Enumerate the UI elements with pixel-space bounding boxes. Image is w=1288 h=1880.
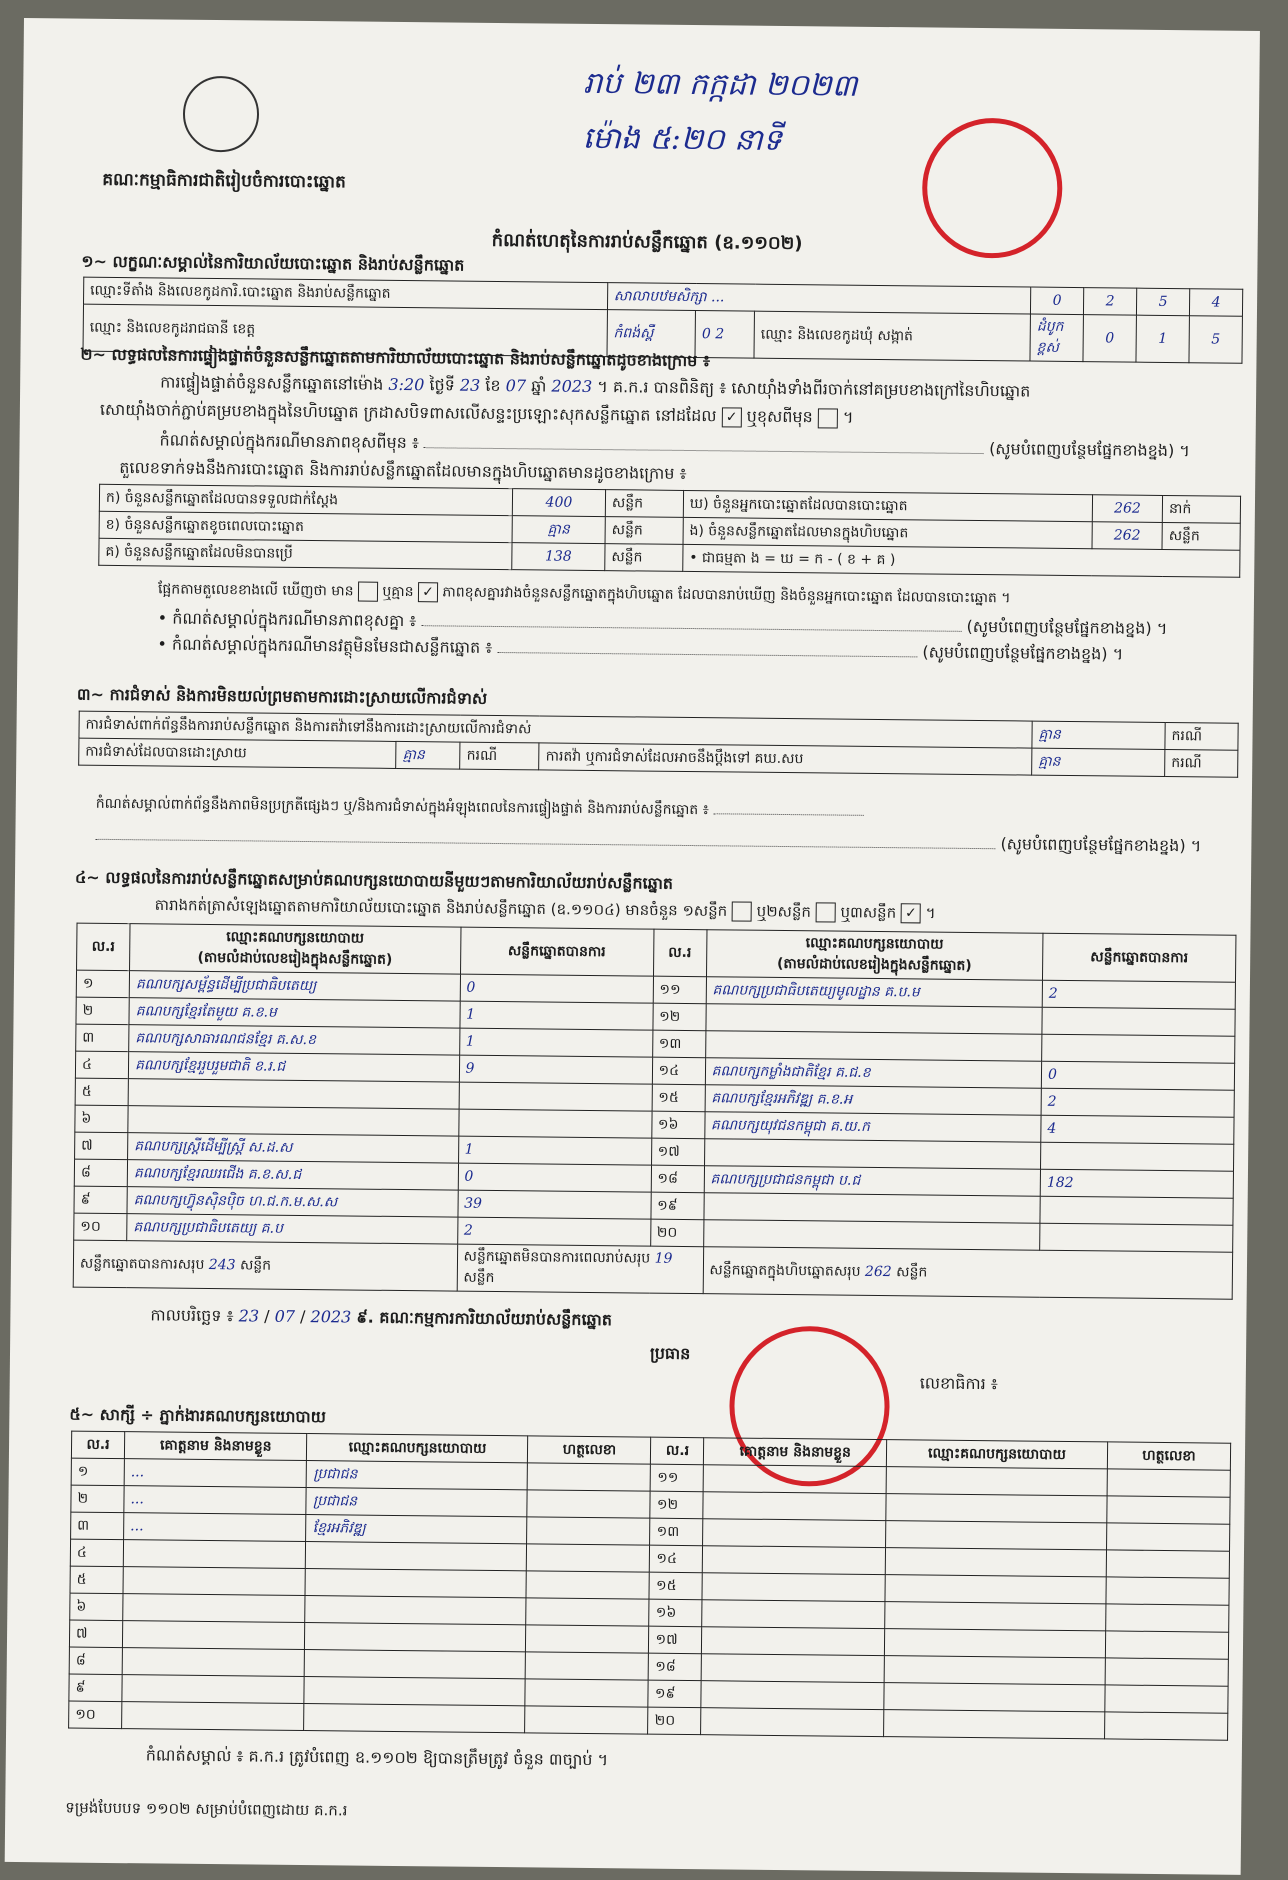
- s1-code: 4: [1189, 289, 1242, 317]
- witness-no: ៥: [70, 1566, 123, 1594]
- s4-intro: តារាងកត់ត្រាសំឡេងឆ្នោតតាមការិយាល័យបោះឆ្នោត និងរាប់សន្លឹកឆ្នោត (ឧ.១១០៤) មានចំនួន ១សន្លឹក ឬ២សន្លឹក ឬ៣សន្លឹក ✓ ។: [154, 895, 936, 923]
- witness-name: [122, 1648, 305, 1677]
- s1-province-code: 0 2: [695, 311, 754, 359]
- s3-row1-value: គ្មាន: [1032, 721, 1165, 749]
- witness-signature: [527, 1544, 650, 1572]
- witness-signature: [525, 1706, 648, 1734]
- party-votes: [1042, 1007, 1235, 1036]
- witness-name: [702, 1600, 885, 1629]
- witness-name: ...: [124, 1486, 307, 1515]
- form-footer: ទម្រង់បែបបទ ១១០២ សម្រាប់បំពេញដោយ គ.ក.រ: [65, 1798, 348, 1820]
- party-name: [705, 1004, 1042, 1035]
- party-votes: 4: [1041, 1115, 1234, 1144]
- witness-party: [305, 1650, 526, 1679]
- red-stamp-top: [922, 117, 1063, 258]
- party-name: គណបក្សសម្ព័ន្ធដើម្បីប្រជាធិបតេយ្យ: [129, 971, 460, 1001]
- s5-note: កំណត់សម្គាល់ ៖ គ.ក.រ ត្រូវបំពេញ ឧ.១១០២ ឱ្យបានត្រឹមត្រូវ ចំនួន ៣ច្បាប់ ។: [145, 1745, 609, 1770]
- s3-row1-label: ការជំទាស់ពាក់ព័ន្ធនឹងការរាប់សន្លឹកឆ្នោត និងការតវ៉ាទៅនឹងការដោះស្រាយលើការជំទាស់: [79, 711, 1032, 748]
- col-party: ឈ្មោះគណបក្សនយោបាយ (តាមលំដាប់លេខរៀងក្នុងសន្លឹកឆ្នោត): [706, 930, 1043, 981]
- party-no: ១៩: [650, 1192, 703, 1220]
- witness-no: ៣: [71, 1512, 124, 1540]
- s3-unit: ករណី: [1165, 722, 1238, 750]
- witness-party: [886, 1494, 1107, 1523]
- witness-no: ១៩: [648, 1680, 701, 1708]
- witness-party: ប្រជាជន: [306, 1488, 527, 1517]
- party-no: ៦: [75, 1105, 128, 1133]
- s1-province-value: កំពង់ស្ពឺ: [607, 310, 696, 358]
- party-name: គណបក្សប្រជាជនកម្ពុជា ប.ជ: [704, 1166, 1041, 1197]
- s2-month: 07: [505, 376, 527, 396]
- party-no: ៨: [74, 1159, 127, 1187]
- witness-signature: [525, 1679, 648, 1707]
- national-emblem-icon: [183, 76, 260, 153]
- witness-signature: [1105, 1685, 1228, 1713]
- witness-party: ប្រជាជន: [307, 1461, 528, 1490]
- witness-no: ៦: [70, 1593, 123, 1621]
- witness-name: [703, 1519, 886, 1548]
- witness-no: ៩: [69, 1674, 122, 1702]
- witness-name: [123, 1594, 306, 1623]
- witness-name: [702, 1654, 885, 1683]
- w-col-name: គោត្តនាម និងនាមខ្លួន: [704, 1438, 887, 1467]
- witness-no: ១១: [651, 1464, 704, 1492]
- section4-title: ៤~ លទ្ធផលនៃការរាប់សន្លឹកឆ្នោតសម្រាប់គណបក្សនយោបាយនីមួយៗតាមការិយាល័យរាប់សន្លឹកឆ្នោត: [74, 867, 674, 893]
- party-no: ១: [76, 970, 129, 998]
- party-no: ១៧: [651, 1138, 704, 1166]
- party-no: ១២: [652, 1003, 705, 1031]
- one-sheet-checkbox[interactable]: [732, 901, 752, 921]
- witness-no: ១៥: [649, 1572, 702, 1600]
- s4-date: កាលបរិច្ឆេទ ៖ 23 / 07 / 2023 ៩. គណៈកម្មការការិយាល័យរាប់សន្លឹកឆ្នោត: [150, 1305, 613, 1330]
- section2-title: ២~ លទ្ធផលនៃការផ្ទៀងផ្ទាត់ចំនួនសន្លឹកឆ្នោតតាមការិយាល័យបោះឆ្នោត និងរាប់សន្លឹកឆ្នោតដូចខាងក្រោម ៖: [80, 344, 711, 371]
- total-valid: សន្លឹកឆ្នោតបានការសរុប 243 សន្លឹក: [73, 1240, 457, 1291]
- secretary-label: លេខាធិការ ៖: [919, 1373, 998, 1394]
- w-col-sign: ហត្ថលេខា: [528, 1436, 651, 1464]
- has-difference-checkbox[interactable]: [358, 582, 378, 602]
- col-no: ល.រ: [77, 923, 130, 971]
- party-no: ៩: [74, 1186, 127, 1214]
- witness-party: [304, 1677, 525, 1706]
- witness-name: [123, 1567, 306, 1596]
- witness-party: [884, 1629, 1105, 1658]
- witness-signature: [1105, 1658, 1228, 1686]
- party-name: គណបក្សស្ត្រីដើម្បីស្ត្រី ស.ដ.ស: [128, 1133, 459, 1163]
- party-votes: 2: [1041, 1088, 1234, 1117]
- witness-name: [703, 1492, 886, 1521]
- witness-signature: [526, 1598, 649, 1626]
- party-no: ៧: [75, 1132, 128, 1160]
- party-no: ២០: [650, 1219, 703, 1247]
- witness-party: [885, 1521, 1106, 1550]
- s2-numbers-intro: តួលេខទាក់ទងនឹងការបោះឆ្នោត និងការរាប់សន្លឹកឆ្នោតដែលមានក្នុងហិបឆ្នោតមានដូចខាងក្រោម ៖: [119, 458, 687, 483]
- witness-no: ៧: [69, 1620, 122, 1648]
- party-votes: 1: [458, 1136, 651, 1165]
- witness-signature: [1107, 1496, 1230, 1524]
- party-name: [128, 1106, 459, 1136]
- party-no: ១១: [653, 976, 706, 1004]
- witness-signature: [1107, 1523, 1230, 1551]
- party-votes: [459, 1082, 652, 1111]
- witness-party: [305, 1623, 526, 1652]
- s1-code: 5: [1136, 288, 1189, 316]
- party-votes: 0: [458, 1163, 651, 1192]
- witness-party: [886, 1467, 1107, 1496]
- s2-row-value: គ្មាន: [512, 516, 605, 544]
- witness-no: ១៨: [649, 1653, 702, 1681]
- s2-row-label: ឃ) ចំនួនអ្នកបោះឆ្នោតដែលបានបោះឆ្នោត: [683, 490, 1092, 521]
- witness-name: [122, 1621, 305, 1650]
- party-no: ១៦: [651, 1111, 704, 1139]
- col-no: ល.រ: [653, 929, 706, 977]
- party-votes: 182: [1040, 1169, 1233, 1198]
- party-name: គណបក្សកម្លាំងជាតិខ្មែរ គ.ជ.ខ: [705, 1058, 1042, 1089]
- section5-title: ៥~ សាក្សី ÷ ភ្នាក់ងារគណបក្សនយោបាយ: [69, 1404, 327, 1427]
- s2-year: 2023: [551, 376, 593, 396]
- s2-row-value: 262: [1092, 495, 1162, 523]
- witness-name: [701, 1681, 884, 1710]
- witness-party: [885, 1548, 1106, 1577]
- party-results-table: [73, 923, 1237, 1300]
- witness-name: [702, 1573, 885, 1602]
- witness-name: [122, 1702, 305, 1731]
- s2-row-unit: សន្លឹក: [605, 544, 683, 572]
- s2-note-diff: កំណត់សម្គាល់ក្នុងករណីមានភាពខុសពីមុន ៖ (សូមបំពេញបន្ថែមផ្នែកខាងខ្នង) ។: [159, 430, 1190, 461]
- s1-row1-label: ឈ្មោះទីតាំង និងលេខកូដការិ.បោះឆ្នោត និងរាប់សន្លឹកឆ្នោត: [84, 277, 608, 309]
- witness-signature: [526, 1625, 649, 1653]
- party-votes: [1040, 1196, 1233, 1225]
- witness-signature: [1106, 1550, 1229, 1578]
- witness-party: [305, 1596, 526, 1625]
- s2-bullet2: • កំណត់សម្គាល់ក្នុងករណីមានវត្ថុមិនមែនជាសន្លឹកឆ្នោត ៖ (សូមបំពេញបន្ថែមផ្នែកខាងខ្នង) ។: [157, 634, 1124, 664]
- section3-title: ៣~ ការជំទាស់ និងការមិនយល់ព្រមតាមការដោះស្រាយលើការជំទាស់: [76, 684, 488, 708]
- col-party: ឈ្មោះគណបក្សនយោបាយ (តាមលំដាប់លេខរៀងក្នុងសន្លឹកឆ្នោត): [130, 924, 461, 974]
- s3-unit: ករណី: [460, 742, 539, 770]
- witness-signature: [527, 1517, 650, 1545]
- party-votes: 0: [460, 974, 653, 1003]
- witness-no: ១០: [69, 1701, 122, 1729]
- party-votes: 1: [459, 1001, 652, 1030]
- party-votes: [1040, 1223, 1233, 1252]
- s1-code: 1: [1136, 315, 1189, 363]
- witness-name: ...: [124, 1459, 307, 1488]
- s2-row-value: 400: [512, 489, 605, 517]
- s2-row-label: គ) ចំនួនសន្លឹកឆ្នោតដែលមិនបានប្រើ: [99, 538, 512, 569]
- s2-bullet1: • កំណត់សម្គាល់ក្នុងករណីមានភាពខុសគ្នា ៖ (សូមបំពេញបន្ថែមផ្នែកខាងខ្នង) ។: [157, 608, 1168, 639]
- witness-party: [884, 1656, 1105, 1685]
- party-no: ២: [76, 997, 129, 1025]
- chair-label: ប្រធាន: [649, 1343, 691, 1364]
- w-col-no: ល.រ: [71, 1431, 124, 1459]
- no-difference-checkbox[interactable]: ✓: [418, 582, 438, 602]
- s2-row-unit: នាក់: [1162, 495, 1240, 523]
- form-title: កំណត់ហេតុនៃការរាប់សន្លឹកឆ្នោត (ឧ.១១០២): [491, 229, 803, 255]
- s2-row-unit: សន្លឹក: [605, 490, 683, 518]
- w-col-sign: ហត្ថលេខា: [1107, 1442, 1230, 1470]
- party-no: ៤: [75, 1051, 128, 1079]
- party-no: ១០: [74, 1213, 127, 1241]
- col-votes: សន្លឹកឆ្នោតបានការ: [460, 927, 653, 976]
- two-sheets-checkbox[interactable]: [816, 902, 836, 922]
- party-votes: 2: [1042, 980, 1235, 1009]
- witness-party: [304, 1704, 525, 1733]
- w-col-party: ឈ្មោះគណបក្សនយោបាយ: [307, 1434, 528, 1463]
- witness-no: ៨: [69, 1647, 122, 1675]
- party-no: ៣: [76, 1024, 129, 1052]
- party-no: ១៨: [651, 1165, 704, 1193]
- party-name: គណបក្សប្រជាធិបតេយ្យមូលដ្ឋាន គ.ប.ម: [706, 977, 1043, 1008]
- s1-row1-value: សាលាបឋមសិក្សា ...: [607, 283, 1031, 314]
- party-no: ១៥: [652, 1084, 705, 1112]
- same-checkbox[interactable]: ✓: [722, 407, 742, 427]
- witness-no: ២០: [648, 1707, 701, 1735]
- party-votes: [1042, 1034, 1235, 1063]
- witness-party: [884, 1710, 1105, 1739]
- party-votes: 2: [457, 1217, 650, 1246]
- witness-name: [704, 1465, 887, 1494]
- s3-row2b-label: ការតវ៉ា ឬការជំទាស់ដែលអាចនឹងប្តឹងទៅ គឃ.សប: [539, 743, 1032, 775]
- section1-title: ១~ លក្ខណៈសម្គាល់នៃការិយាល័យបោះឆ្នោត និងរាប់សន្លឹកឆ្នោត: [81, 251, 465, 275]
- s3-note: កំណត់សម្គាល់ពាក់ព័ន្ធនឹងភាពមិនប្រក្រតីផ្សេងៗ ឬ/និងការជំទាស់ក្នុងអំឡុងពេលនៃការផ្ទៀងផ្ទាត់ និងការរាប់សន្លឹកឆ្នោត ៖: [96, 794, 864, 823]
- s2-time: 3:20: [388, 374, 425, 395]
- s1-code: 5: [1189, 316, 1242, 364]
- agency-name: គណៈកម្មាធិការជាតិរៀបចំការបោះឆ្នោត: [102, 169, 346, 193]
- total-invalid: សន្លឹកឆ្នោតមិនបានការពេលរាប់សរុប 19 សន្លឹក: [457, 1244, 703, 1294]
- party-name: គណបក្សសាធារណជនខ្មែរ គ.ស.ខ: [129, 1025, 460, 1055]
- witness-no: ១៣: [650, 1518, 703, 1546]
- party-name: គណបក្សយុវជនកម្ពុជា គ.យ.ក: [704, 1112, 1041, 1143]
- s2-row-label: ង) ចំនួនសន្លឹកឆ្នោតដែលមានក្នុងហិបឆ្នោត: [683, 517, 1092, 548]
- witness-signature: [528, 1463, 651, 1491]
- s1-commune-label: ឈ្មោះ និងលេខកូដឃុំ សង្កាត់: [754, 311, 1030, 361]
- s1-row2-label: ឈ្មោះ និងលេខកូដរាជធានី ខេត្ត: [83, 304, 607, 356]
- s2-day: 23: [459, 375, 481, 395]
- party-name: គណបក្សខ្មែរអភិវឌ្ឍ គ.ខ.អ: [705, 1085, 1042, 1116]
- witness-no: ២: [71, 1485, 124, 1513]
- party-name: [704, 1139, 1041, 1170]
- s3-row2-label: ការជំទាស់ដែលបានដោះស្រាយ: [79, 738, 397, 768]
- party-votes: [458, 1109, 651, 1138]
- witness-name: [703, 1546, 886, 1575]
- party-name: គណបក្សខ្មែរឈរជើង គ.ខ.ស.ជ: [127, 1160, 458, 1190]
- witness-party: [885, 1602, 1106, 1631]
- witness-no: ១៤: [650, 1545, 703, 1573]
- w-col-party: ឈ្មោះគណបក្សនយោបាយ: [886, 1440, 1107, 1469]
- s2-row-label: ក) ចំនួនសន្លឹកឆ្នោតដែលបានទទួលជាក់ស្តែង: [99, 484, 512, 515]
- witness-signature: [526, 1571, 649, 1599]
- s2-line2: សោយ៉ាំងចាក់ភ្ជាប់គម្របខាងក្នុងនៃហិបឆ្នោត ក្រដាសបិទពាសលើសន្ទះប្រឡោះសុកសន្លឹកឆ្នោត នៅដដែល ✓ ឬខុសពីមុន ។: [99, 399, 854, 427]
- witness-signature: [1105, 1631, 1228, 1659]
- witness-signature: [1107, 1469, 1230, 1497]
- witness-name: [701, 1708, 884, 1737]
- witness-table: [68, 1431, 1231, 1741]
- s3-fill: (សូមបំពេញបន្ថែមផ្នែកខាងខ្នង) ។: [95, 824, 1201, 860]
- witness-no: ៤: [70, 1539, 123, 1567]
- s3-unit: ករណី: [1165, 749, 1238, 777]
- party-votes: [1041, 1142, 1234, 1171]
- party-no: ១៤: [652, 1057, 705, 1085]
- witness-party: ខ្មែរអភិវឌ្ឍ: [306, 1515, 527, 1544]
- witness-party: [306, 1542, 527, 1571]
- witness-name: ...: [124, 1513, 307, 1542]
- party-name: [128, 1079, 459, 1109]
- party-votes: 0: [1041, 1061, 1234, 1090]
- s3-row2b-value: គ្មាន: [1032, 748, 1165, 776]
- s2-row-value: 138: [512, 543, 605, 571]
- witness-no: ១២: [650, 1491, 703, 1519]
- section3-table: [78, 711, 1239, 778]
- s2-row-label: ខ) ចំនួនសន្លឹកឆ្នោតខូចពេលបោះឆ្នោត: [99, 511, 512, 542]
- s2-compare: ផ្អែកតាមតួលេខខាងលើ ឃើញថា មាន ឬគ្មាន ✓ ភាពខុសគ្នារវាងចំនួនសន្លឹកឆ្នោតក្នុងហិបឆ្នោត ដែលបានរាប់ឃើញ និងចំនួនអ្នកបោះឆ្នោត ដែលបានបោះឆ្នោត ។: [157, 581, 1011, 607]
- witness-no: ១៦: [649, 1599, 702, 1627]
- s1-code: 0: [1083, 315, 1136, 363]
- party-name: [705, 1031, 1042, 1062]
- party-name: គណបក្សខ្មែរតែមួយ គ.ខ.ម: [129, 998, 460, 1028]
- party-name: គណបក្សប្រជាធិបតេយ្យ គ.ប: [127, 1214, 458, 1244]
- s2-row-unit: សន្លឹក: [1162, 522, 1240, 550]
- document-sheet: [5, 18, 1260, 1875]
- witness-signature: [1106, 1577, 1229, 1605]
- s1-commune-value: ដំបូកខ្ពស់: [1030, 314, 1083, 362]
- s1-code: 2: [1083, 288, 1136, 316]
- witness-party: [884, 1683, 1105, 1712]
- witness-name: [122, 1675, 305, 1704]
- col-votes: សន្លឹកឆ្នោតបានការ: [1042, 933, 1235, 982]
- party-votes: 9: [459, 1055, 652, 1084]
- witness-party: [885, 1575, 1106, 1604]
- witness-name: [123, 1540, 306, 1569]
- w-col-name: គោត្តនាម និងនាមខ្លួន: [124, 1432, 307, 1461]
- witness-signature: [526, 1652, 649, 1680]
- party-name: [703, 1220, 1040, 1251]
- total-in-box: សន្លឹកឆ្នោតក្នុងហិបឆ្នោតសរុប 262 សន្លឹក: [703, 1247, 1233, 1300]
- party-name: គណបក្សខ្មែររួបរួមជាតិ ខ.រ.ជ: [128, 1052, 459, 1082]
- party-votes: 39: [457, 1190, 650, 1219]
- s2-formula: • ជាធម្មតា ង = ឃ = ក - ( ខ + គ ): [683, 544, 1240, 577]
- s2-time-line: ការផ្ទៀងផ្ទាត់ចំនួនសន្លឹកឆ្នោតនៅម៉ោង 3:20 ថ្ងៃទី 23 ខែ 07 ឆ្នាំ 2023 ។ គ.ក.រ បានពិនិត្យ ៖ សោយ៉ាំងទាំងពីរចាក់នៅគម្របខាងក្រៅនៃហិបឆ្នោត: [160, 372, 1031, 401]
- witness-party: [305, 1569, 526, 1598]
- party-no: ១៣: [652, 1030, 705, 1058]
- s2-row-unit: សន្លឹក: [605, 517, 683, 545]
- witness-signature: [1106, 1604, 1229, 1632]
- witness-no: ១: [71, 1458, 124, 1486]
- witness-name: [702, 1627, 885, 1656]
- three-sheets-checkbox[interactable]: ✓: [901, 903, 921, 923]
- witness-no: ១៧: [649, 1626, 702, 1654]
- party-name: [703, 1193, 1040, 1224]
- s3-row2-value: គ្មាន: [396, 741, 460, 769]
- party-votes: 1: [459, 1028, 652, 1057]
- w-col-no: ល.រ: [651, 1437, 704, 1465]
- witness-signature: [527, 1490, 650, 1518]
- handwritten-time: ម៉ោង ៥:២០ នាទី: [582, 120, 783, 158]
- s1-code: 0: [1030, 287, 1083, 315]
- handwritten-date: រាប់ ២៣ កក្កដា ២០២៣: [583, 65, 858, 104]
- s2-numbers-table: [98, 484, 1241, 578]
- party-name: គណបក្សហ៊្វុនស៊ិនប៉ិច ហ.ជ.ក.ម.ស.ស: [127, 1187, 458, 1217]
- witness-signature: [1105, 1712, 1228, 1740]
- party-no: ៥: [75, 1078, 128, 1106]
- different-checkbox[interactable]: [818, 408, 838, 428]
- s2-row-value: 262: [1092, 522, 1162, 550]
